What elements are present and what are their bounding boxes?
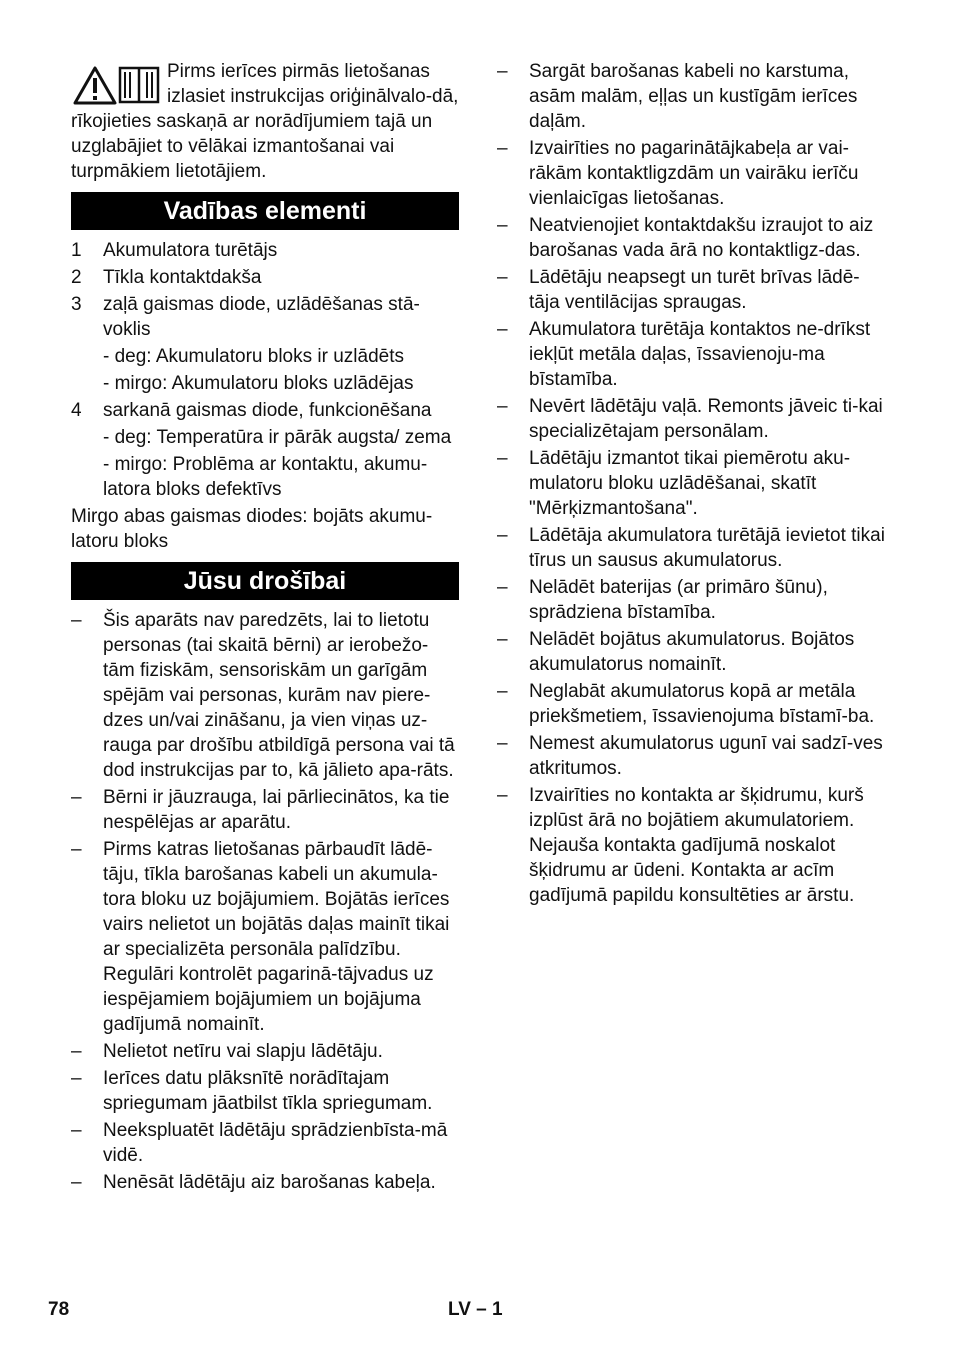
dash-bullet: –	[71, 1172, 82, 1193]
dash-bullet: –	[497, 577, 508, 598]
item-number: 2	[71, 267, 82, 288]
safety-item	[497, 575, 887, 625]
left-column	[71, 59, 459, 1197]
controls-note: Mirgo abas gaismas diodes: bojāts akumu-latoru bloks	[71, 506, 433, 552]
safety-item-text: Lādētāju izmantot tikai piemērotu aku-mulatoru bloku uzlādēšanai, skatīt "Mērķizmantošana".	[529, 448, 851, 519]
safety-item	[497, 679, 887, 729]
safety-item	[497, 627, 887, 677]
dash-bullet: –	[497, 629, 508, 650]
safety-item	[71, 837, 459, 1037]
safety-item	[497, 213, 887, 263]
dash-bullet: –	[497, 733, 508, 754]
dash-bullet: –	[71, 787, 82, 808]
safety-item-text: Nelietot netīru vai slapju lādētāju.	[103, 1041, 383, 1062]
dash-bullet: –	[71, 1120, 82, 1141]
controls-item	[71, 292, 459, 342]
dash-bullet: –	[71, 1068, 82, 1089]
safety-item-text: Neekspluatēt lādētāju sprādzienbīsta-mā vidē.	[103, 1120, 448, 1166]
safety-item-text: Bērni ir jāuzrauga, lai pārliecinātos, ka tie nespēlējas ar aparātu.	[103, 787, 450, 833]
controls-list	[71, 238, 459, 502]
controls-subitem: - deg: Akumulatoru bloks ir uzlādēts	[103, 346, 404, 367]
dash-bullet: –	[497, 785, 508, 806]
item-text: Akumulatora turētājs	[103, 240, 278, 261]
safety-item	[497, 59, 887, 134]
dash-bullet: –	[71, 610, 82, 631]
safety-item-text: Šis aparāts nav paredzēts, lai to lietotu personas (tai skaitā bērni) ar ierobežo-tām fiziskām, sensoriskām un garīgām spējām vai personas, kurām nav piere-dzes un/vai zināšanu, ja vien viņas uz-rauga par drošību atbildīgā persona vai tā dod instrukcijas par to, kā jālieto apa-rāts.	[103, 610, 455, 781]
item-text: Tīkla kontaktdakša	[103, 267, 262, 288]
section-heading-controls: Vadības elementi	[71, 192, 459, 230]
item-number: 4	[71, 400, 82, 421]
dash-bullet: –	[497, 61, 508, 82]
right-column	[497, 59, 887, 910]
item-number: 1	[71, 240, 82, 261]
dash-bullet: –	[497, 267, 508, 288]
safety-item-text: Izvairīties no pagarinātājkabeļa ar vai-rākām kontaktligzdām un vairāku ierīču vienlaicīgas lietošanas.	[529, 138, 859, 209]
dash-bullet: –	[497, 396, 508, 417]
controls-subitem: - mirgo: Problēma ar kontaktu, akumu-latora bloks defektīvs	[103, 454, 428, 500]
safety-item-text: Lādētāja akumulatora turētājā ievietot tikai tīrus un sausus akumulatorus.	[529, 525, 885, 571]
safety-item	[71, 1118, 459, 1168]
safety-item-text: Nenēsāt lādētāju aiz barošanas kabeļa.	[103, 1172, 436, 1193]
safety-item	[71, 1039, 459, 1064]
controls-item	[71, 398, 459, 423]
safety-item	[497, 446, 887, 521]
safety-item-text: Izvairīties no kontakta ar šķidrumu, kurš izplūst ārā no bojātiem akumulatoriem. Nejauša kontakta gadījumā noskalot šķidrumu ar ūdeni. Kontakta ar acīm gadījumā papildu konsultēties ar ārstu.	[529, 785, 864, 906]
dash-bullet: –	[497, 215, 508, 236]
safety-item-text: Ierīces datu plāksnītē norādītajam spriegumam jāatbilst tīkla spriegumam.	[103, 1068, 433, 1114]
controls-subitem: - deg: Temperatūra ir pārāk augsta/ zema	[103, 427, 452, 448]
intro-icons	[71, 59, 163, 107]
dash-bullet: –	[497, 448, 508, 469]
safety-item	[497, 523, 887, 573]
safety-item	[71, 785, 459, 835]
safety-item	[497, 265, 887, 315]
safety-item	[71, 1066, 459, 1116]
safety-item	[71, 1170, 459, 1195]
safety-item	[497, 136, 887, 211]
safety-item-text: Neatvienojiet kontaktdakšu izraujot to aiz barošanas vada ārā no kontaktligz-das.	[529, 215, 874, 261]
safety-item	[497, 317, 887, 392]
dash-bullet: –	[497, 525, 508, 546]
dash-bullet: –	[497, 681, 508, 702]
item-number: 3	[71, 294, 82, 315]
section-number: – 1	[476, 1299, 503, 1320]
section-heading-safety: Jūsu drošībai	[71, 562, 459, 600]
safety-item	[71, 608, 459, 783]
safety-list-left	[71, 608, 459, 1195]
dash-bullet: –	[497, 138, 508, 159]
safety-item-text: Pirms katras lietošanas pārbaudīt lādē-tāju, tīkla barošanas kabeli un akumula-tora bloku uz bojājumiem. Bojātās ierīces vairs nelietot un bojātās daļas mainīt tikai ar specializēta personāla palīdzību. Regulāri kontrolēt pagarinā-tājvadus uz iespējamiem bojājumiem un bojājuma gadījumā nomainīt.	[103, 839, 450, 1035]
safety-item	[497, 731, 887, 781]
safety-item-text: Akumulatora turētāja kontaktos ne-drīkst iekļūt metāla daļas, īssavienoju-ma bīstamība.	[529, 319, 871, 390]
page-number: 78	[48, 1299, 70, 1320]
safety-item-text: Nelādēt bojātus akumulatorus. Bojātos akumulatorus nomainīt.	[529, 629, 855, 675]
dash-bullet: –	[71, 1041, 82, 1062]
controls-item	[71, 238, 459, 263]
safety-item	[497, 394, 887, 444]
safety-item-text: Nelādēt baterijas (ar primāro šūnu), sprādziena bīstamība.	[529, 577, 828, 623]
safety-item	[497, 783, 887, 908]
controls-item	[71, 265, 459, 290]
safety-item-text: Sargāt barošanas kabeli no karstuma, asām malām, eļļas un kustīgām ierīces daļām.	[529, 61, 858, 132]
safety-list-right	[497, 59, 887, 908]
safety-item-text: Lādētāju neapsegt un turēt brīvas lādē-tāja ventilācijas spraugas.	[529, 267, 860, 313]
item-text: zaļā gaismas diode, uzlādēšanas stā-voklis	[103, 294, 420, 340]
controls-subitem: - mirgo: Akumulatoru bloks uzlādējas	[103, 373, 414, 394]
intro-paragraph	[71, 59, 459, 184]
safety-item-text: Neglabāt akumulatorus kopā ar metāla priekšmetiem, īssavienojuma bīstamī-ba.	[529, 681, 875, 727]
safety-item-text: Nevērt lādētāju vaļā. Remonts jāveic ti-kai specializētajam personālam.	[529, 396, 883, 442]
dash-bullet: –	[497, 319, 508, 340]
intro-text: Pirms ierīces pirmās lietošanas izlasiet instrukcijas oriģinālvalo-dā, rīkojieties saskaņā ar norādījumiem tajā un uzglabājiet to vēlākai izmantošanai vai turpmākiem lietotājiem.	[71, 61, 459, 182]
footer-language	[448, 1297, 503, 1322]
warning-triangle-icon	[73, 65, 117, 105]
safety-item-text: Nemest akumulatorus ugunī vai sadzī-ves atkritumos.	[529, 733, 883, 779]
manual-book-icon	[117, 65, 161, 105]
item-text: sarkanā gaismas diode, funkcionēšana	[103, 400, 432, 421]
language-code: LV	[448, 1299, 471, 1320]
dash-bullet: –	[71, 839, 82, 860]
